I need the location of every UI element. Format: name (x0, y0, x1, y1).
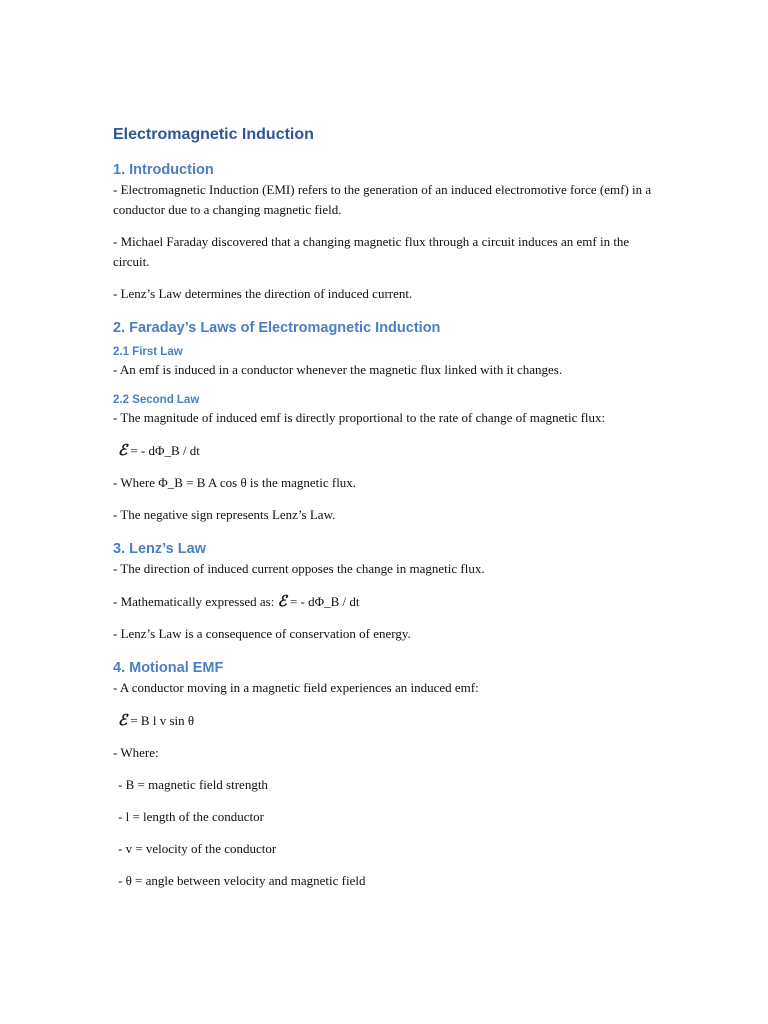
intro-paragraph-3: - Lenz’s Law determines the direction of induced current. (113, 286, 413, 301)
lenz-paragraph-3: - Lenz’s Law is a consequence of conservation of energy. (113, 626, 411, 641)
flux-definition: - Where Φ_B = B A cos θ is the magnetic flux. (113, 475, 357, 490)
negative-sign-note: - The negative sign represents Lenz’s Law. (113, 507, 336, 522)
list-item: - v = velocity of the conductor (118, 841, 277, 856)
list-item: - l = length of the conductor (118, 809, 264, 824)
where-label: - Where: (113, 745, 159, 760)
emf-symbol: ℰ (277, 592, 287, 610)
emf-symbol: ℰ (118, 711, 128, 729)
faraday-equation (113, 440, 658, 461)
lenz-paragraph-2 (113, 591, 658, 612)
lenz-paragraph-1: - The direction of induced current opposes the change in magnetic flux. (113, 561, 485, 576)
subsection-heading-second-law: 2.2 Second Law (113, 394, 200, 406)
faraday-equation-rest: = - dΦ_B / dt (127, 443, 200, 458)
document-page (113, 124, 658, 891)
lenz-expression-prefix: - Mathematically expressed as: (113, 594, 278, 609)
motional-emf-equation (113, 710, 658, 731)
motional-emf-equation-rest: = B l v sin θ (127, 713, 195, 728)
intro-paragraph-1: - Electromagnetic Induction (EMI) refers to the generation of an induced electromotive force (emf) in a conductor due to a changing magnetic field. (113, 182, 652, 217)
section-heading-lenz: 3. Lenz’s Law (113, 541, 206, 557)
list-item: - B = magnetic field strength (118, 777, 268, 792)
section-heading-motional-emf: 4. Motional EMF (113, 660, 224, 676)
document-title: Electromagnetic Induction (113, 126, 314, 143)
subsection-heading-first-law: 2.1 First Law (113, 346, 183, 358)
list-item: - θ = angle between velocity and magnetic field (118, 873, 366, 888)
motional-emf-paragraph: - A conductor moving in a magnetic field experiences an induced emf: (113, 680, 479, 695)
first-law-paragraph: - An emf is induced in a conductor whenever the magnetic flux linked with it changes. (113, 362, 563, 377)
intro-paragraph-2: - Michael Faraday discovered that a changing magnetic flux through a circuit induces an emf in the circuit. (113, 234, 630, 269)
emf-symbol: ℰ (118, 441, 128, 459)
section-heading-faraday: 2. Faraday’s Laws of Electromagnetic Induction (113, 320, 441, 336)
second-law-paragraph: - The magnitude of induced emf is directly proportional to the rate of change of magnetic flux: (113, 410, 606, 425)
lenz-expression-rest: = - dΦ_B / dt (286, 594, 360, 609)
section-heading-introduction: 1. Introduction (113, 162, 214, 178)
